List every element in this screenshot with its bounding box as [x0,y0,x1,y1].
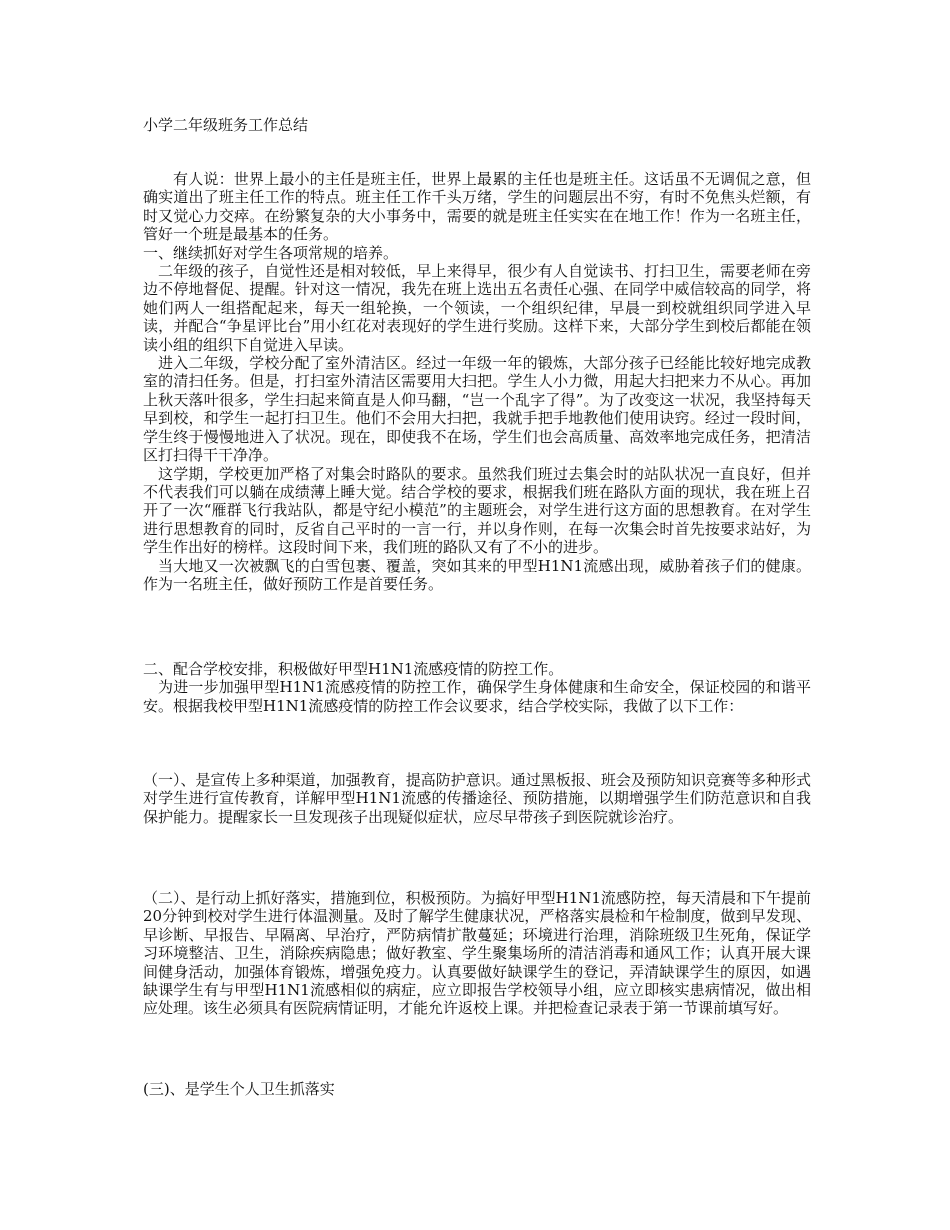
document-title: 小学二年级班务工作总结 [143,116,309,134]
intro-paragraph: 有人说：世界上最小的主任是班主任，世界上最累的主任也是班主任。这话虽不无调侃之意，但确实道出了班主任工作的特点。班主任工作千头万绪，学生的问题层出不穷，有时不免焦头烂额，有时又觉心力交瘁。在纷繁复杂的大小事务中，需要的就是班主任实实在在地工作！作为一名班主任，管好一个班是最基本的任务。 [143,170,811,244]
section-two-block [143,660,811,715]
item-three-heading: (三)、是学生个人卫生抓落实 [143,1080,335,1098]
section-two-heading: 二、配合学校安排，积极做好甲型H1N1流感疫情的防控工作。 [143,660,564,678]
item-one-block [143,771,811,826]
morning-reading-paragraph: 二年级的孩子，自觉性还是相对较低，早上来得早，很少有人自觉读书、打扫卫生，需要老师在旁边不停地督促、提醒。针对这一情况，我先在班上选出五名责任心强、在同学中威信较高的同学，将她们两人一组搭配起来，每天一组轮换，一个领读，一个组织纪律，早晨一到校就组织同学进入早读，并配合“争星评比台”用小红花对表现好的学生进行奖励。这样下来，大部分学生到校后都能在领读小组的组织下自觉进入早读。 [143,262,811,354]
item-two-paragraph: （二）、是行动上抓好落实，措施到位，积极预防。为搞好甲型H1N1流感防控，每天清晨和下午提前20分钟到校对学生进行体温测量。及时了解学生健康状况，严格落实晨检和午检制度，做到早发现、早诊断、早报告、早隔离、早治疗，严防病情扩散蔓延；环境进行治理，消除班级卫生死角，保证学习环境整洁、卫生，消除疾病隐患；做好教室、学生聚集场所的清洁消毒和通风工作；认真开展大课间健身活动，加强体育锻炼，增强免疫力。认真要做好缺课学生的登记，弄清缺课学生的原因，如遇缺课学生有与甲型H1N1流感相似的病症，应立即报告学校领导小组，应立即核实患病情况，做出相应处理。该生必须具有医院病情证明，才能允许返校上课。并把检查记录表于第一节课前填写好。 [143,889,811,1018]
item-one-paragraph: （一）、是宣传上多种渠道，加强教育，提高防护意识。通过黑板报、班会及预防知识竞赛等多种形式对学生进行宣传教育，详解甲型H1N1流感的传播途径、预防措施，以期增强学生们防范意识和自我保护能力。提醒家长一旦发现孩子出现疑似症状，应尽早带孩子到医院就诊治疗。 [143,771,811,826]
item-three-block [143,1080,811,1098]
section-one-block [143,170,811,593]
cleaning-area-paragraph: 进入二年级，学校分配了室外清洁区。经过一年级一年的锻炼，大部分孩子已经能比较好地完成教室的清扫任务。但是，打扫室外清洁区需要用大扫把。学生人小力微，用起大扫把来力不从心。再加上秋天落叶很多，学生扫起来简直是人仰马翻，“岂一个乱字了得”。为了改变这一状况，我坚持每天早到校，和学生一起打扫卫生。他们不会用大扫把，我就手把手地教他们使用诀窍。经过一段时间，学生终于慢慢地进入了状况。现在，即使我不在场，学生们也会高质量、高效率地完成任务，把清洁区打扫得干干净净。 [143,354,811,465]
section-two-intro-paragraph: 为进一步加强甲型H1N1流感疫情的防控工作，确保学生身体健康和生命安全，保证校园的和谐平安。根据我校甲型H1N1流感疫情的防控工作会议要求，结合学校实际，我做了以下工作： [143,678,811,715]
assembly-lineup-paragraph: 这学期，学校更加严格了对集会时路队的要求。虽然我们班过去集会时的站队状况一直良好，但并不代表我们可以躺在成绩薄上睡大觉。结合学校的要求，根据我们班在路队方面的现状，我在班上召开了一次“雁群飞行我站队，都是守纪小模范”的主题班会，对学生进行这方面的思想教育。在对学生进行思想教育的同时，反省自己平时的一言一行，并以身作则，在每一次集会时首先按要求站好，为学生作出好的榜样。这段时间下来，我们班的路队又有了不小的进步。 [143,464,811,557]
item-two-block [143,889,811,1018]
flu-transition-paragraph: 当大地又一次被飘飞的白雪包裹、覆盖，突如其来的甲型H1N1流感出现，威胁着孩子们的健康。作为一名班主任，做好预防工作是首要任务。 [143,556,811,593]
section-one-heading: 一、继续抓好对学生各项常规的培养。 [143,243,399,262]
